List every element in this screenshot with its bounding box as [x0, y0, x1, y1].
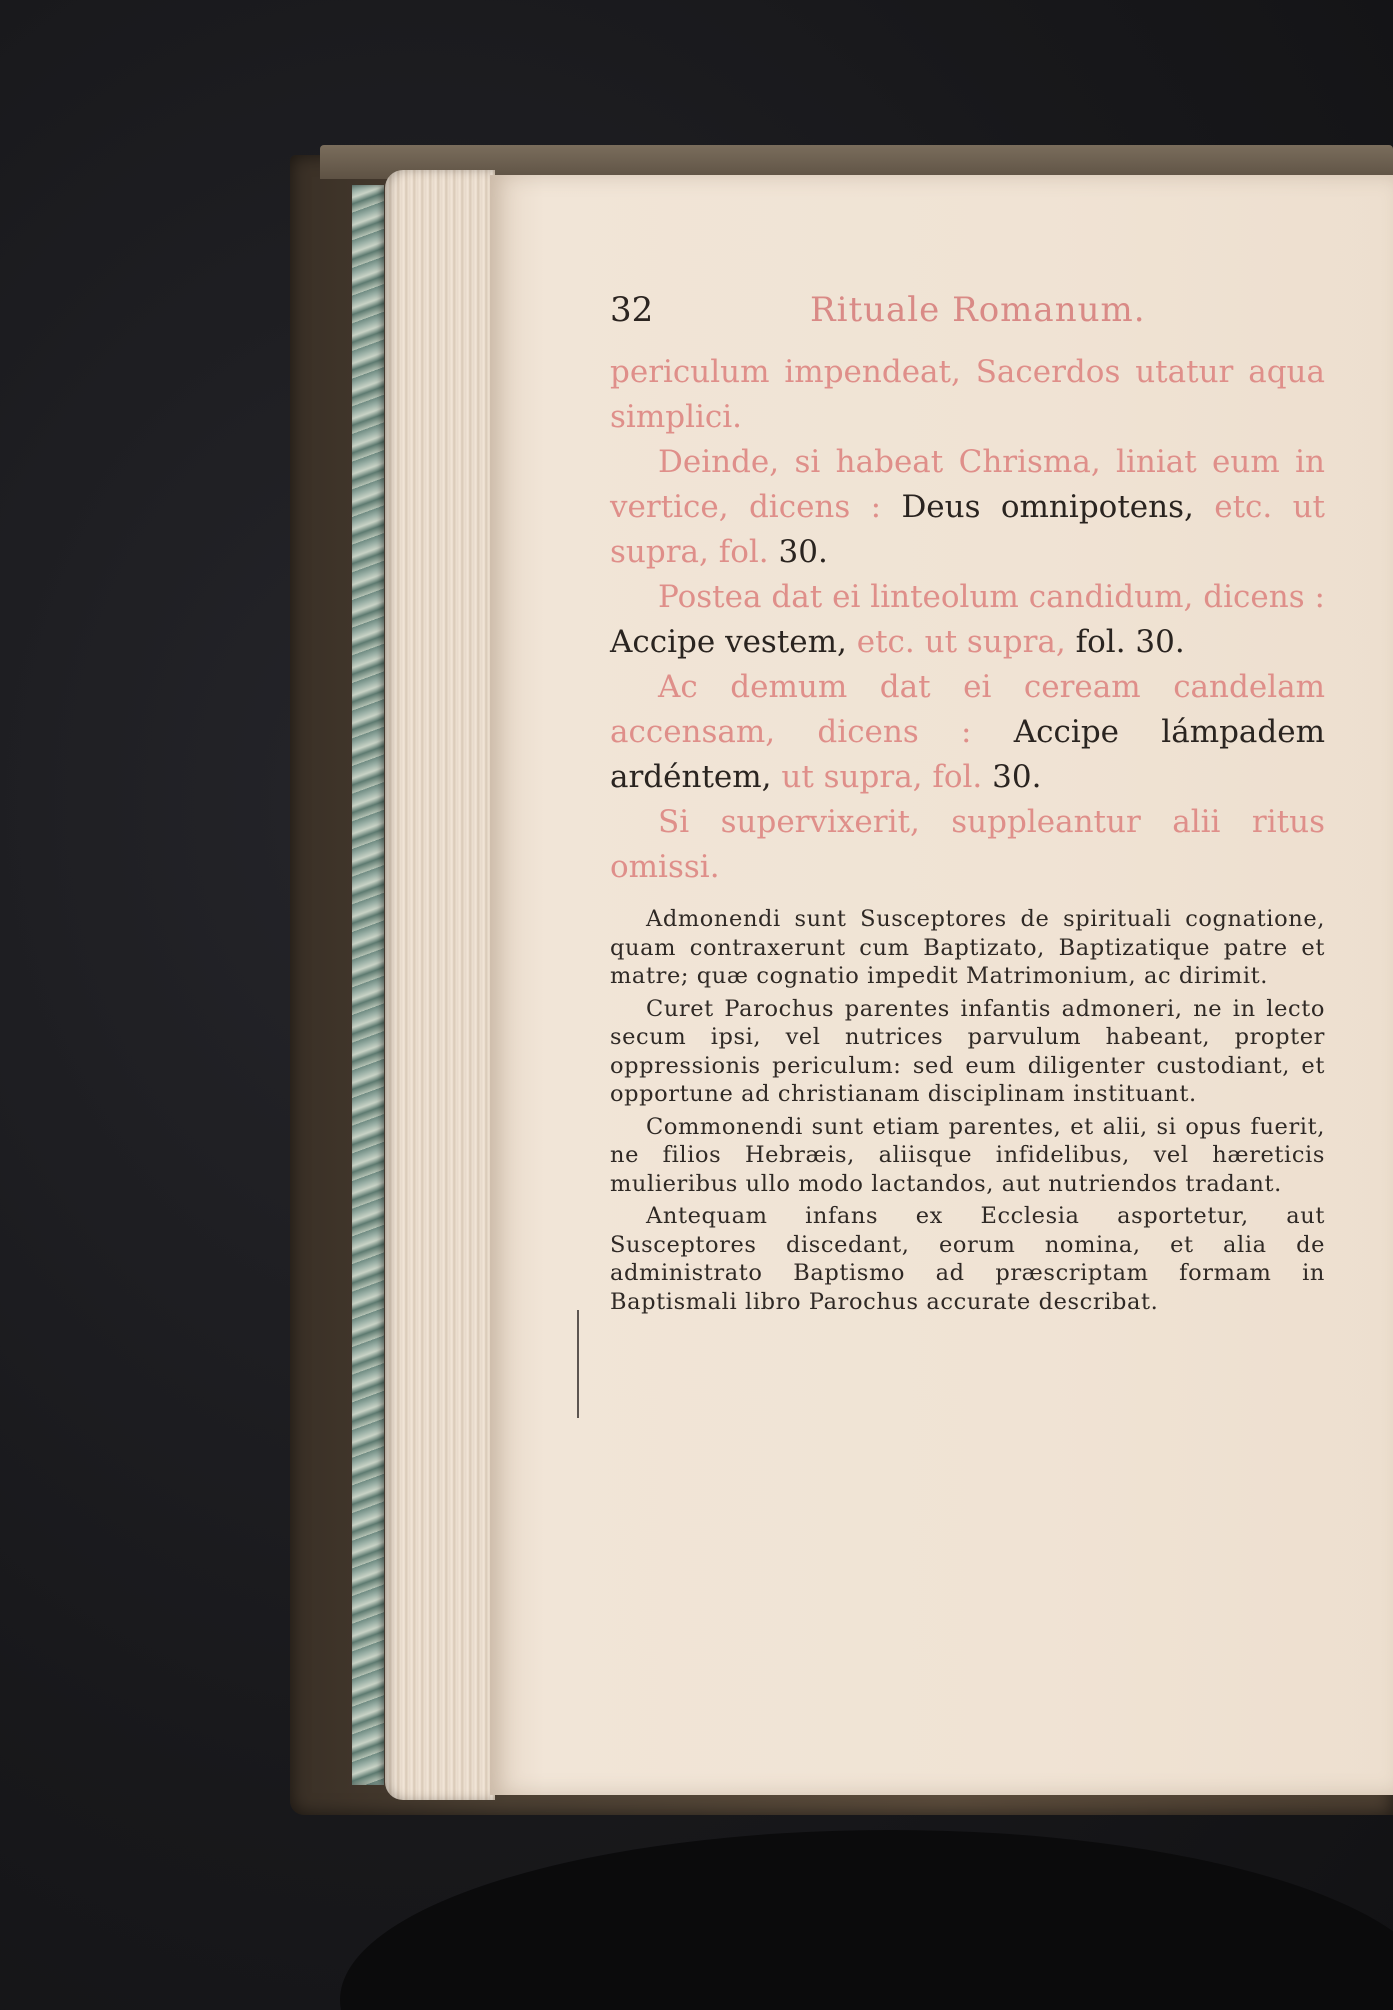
note-paragraph-4: Antequam infans ex Ecclesia asportetur, aut Susceptores discedant, eorum nomina, et alia de administrato Baptismo ad præscriptam formam in Baptismali libro Parochus accurate describat.	[610, 1203, 1325, 1315]
note-paragraph-3: Commonendi sunt etiam parentes, et alii, si opus fuerit, ne filios Hebræis, aliisque infidelibus, vel hæreticis mulieribus ullo modo lactandos, aut nutriendos tradant.	[610, 1113, 1325, 1197]
margin-pencil-mark	[577, 1310, 579, 1418]
page-number: 32	[610, 290, 654, 330]
rubric-section	[610, 350, 1325, 890]
rubric-paragraph-5: Si supervixerit, suppleantur alii ritus omissi.	[610, 804, 1325, 885]
rubric-paragraph-2: Deinde, si habeat Chrisma, liniat eum in vertice, dicens : Deus omnipotens, etc. ut supra, fol. 30.	[610, 444, 1326, 570]
note-paragraph-2: Curet Parochus parentes infantis admoneri, ne in lecto secum ipsi, vel nutrices parvulum habeant, propter oppressionis periculum: sed eum diligenter custodiant, et opportune ad christianam disciplinam instituant.	[610, 995, 1325, 1107]
page-content	[415, 290, 1326, 1315]
table-shadow	[340, 1830, 1393, 2010]
running-title: Rituale Romanum.	[810, 290, 1146, 330]
note-paragraph-1: Admonendi sunt Susceptores de spirituali cognatione, quam contraxerunt cum Baptizato, Baptizatique patre et matre; quæ cognatio impedit Matrimonium, ac dirimit.	[610, 906, 1325, 989]
notes-section	[610, 905, 1325, 1320]
rubric-paragraph-4: Ac demum dat ei ceream candelam accensam, dicens : Accipe lámpadem ardéntem, ut supra, fol. 30.	[610, 669, 1325, 795]
page-header	[415, 290, 1325, 340]
marbled-endpaper	[352, 185, 384, 1785]
page-edges	[385, 170, 495, 1800]
rubric-paragraph-3: Postea dat ei linteolum candidum, dicens : Accipe vestem, etc. ut supra, fol. 30.	[610, 579, 1325, 660]
rubric-paragraph-1: periculum impendeat, Sacerdos utatur aqua simplici.	[610, 354, 1325, 435]
